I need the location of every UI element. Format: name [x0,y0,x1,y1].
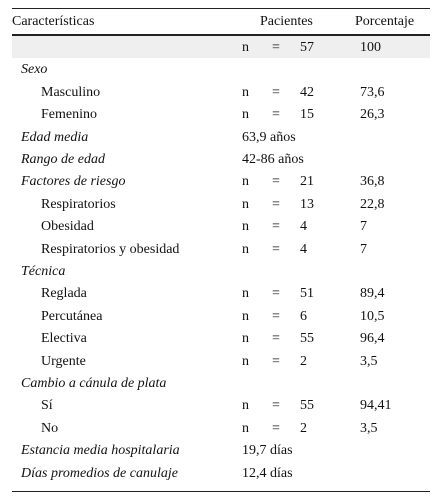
row-3-equals: = [272,107,280,123]
row-7-value: 13 [300,196,314,212]
row-11-label: Reglada [41,286,87,302]
row-4-text: 63,9 años [242,129,296,145]
row-11-percent: 89,4 [360,286,385,302]
row-9-equals: = [272,241,280,257]
row-13-value: 55 [300,331,314,347]
row-11-value: 51 [300,286,314,302]
row-14-label: Urgente [41,353,86,369]
row-17-equals: = [272,420,280,436]
row-14-percent: 3,5 [360,353,378,369]
header-patients: Pacientes [260,14,313,29]
row-5-text: 42-86 años [242,152,304,167]
row-1-label: Sexo [21,62,48,78]
row-19-label: Días promedios de canulaje [21,465,178,481]
row-7-label: Respiratorios [41,196,116,212]
row-14-value: 2 [300,353,307,369]
row-2-label: Masculino [41,84,101,100]
row-6-label: Factores de riesgo [21,174,126,190]
row-12-equals: = [272,308,280,324]
row-0-value: 57 [300,40,314,55]
row-6-equals: = [272,174,280,190]
row-2-equals: = [272,84,280,100]
row-9-percent: 7 [360,241,367,257]
row-0-equals: = [272,40,280,55]
header-percentage: Porcentaje [355,14,415,29]
row-19-text: 12,4 días [242,465,293,481]
row-12-percent: 10,5 [360,308,385,324]
row-6-percent: 36,8 [360,174,385,190]
row-14-equals: = [272,353,280,369]
row-3-n-symbol: n [242,107,249,123]
row-16-label: Sí [41,398,53,414]
row-12-label: Percutánea [41,308,103,324]
row-10-label: Técnica [21,264,66,279]
row-2-n-symbol: n [242,84,249,100]
row-7-equals: = [272,196,280,212]
top-rule [12,8,430,9]
row-0-percent: 100 [360,40,381,55]
header-characteristics: Características [12,14,95,29]
bottom-rule [12,491,430,492]
row-16-value: 55 [300,398,314,414]
row-9-value: 4 [300,241,307,257]
row-3-value: 15 [300,107,314,123]
row-17-value: 2 [300,420,307,436]
row-6-value: 21 [300,174,314,190]
row-11-n-symbol: n [242,286,249,302]
row-16-n-symbol: n [242,398,249,414]
row-15-label: Cambio a cánula de plata [21,376,167,391]
row-7-n-symbol: n [242,196,249,212]
row-9-n-symbol: n [242,241,249,257]
row-11-equals: = [272,286,280,302]
row-5-label: Rango de edad [21,152,105,167]
row-13-n-symbol: n [242,331,249,347]
row-13-label: Electiva [41,331,87,347]
row-4-label: Edad media [21,129,89,145]
row-13-equals: = [272,331,280,347]
row-8-percent: 7 [360,219,367,235]
row-2-value: 42 [300,84,314,100]
row-17-n-symbol: n [242,420,249,436]
row-18-text: 19,7 días [242,443,293,459]
row-9-label: Respiratorios y obesidad [41,241,180,257]
row-3-label: Femenino [41,107,97,123]
row-8-label: Obesidad [41,219,94,235]
row-13-percent: 96,4 [360,331,385,347]
row-12-value: 6 [300,308,307,324]
row-8-equals: = [272,219,280,235]
row-16-equals: = [272,398,280,414]
row-2-percent: 73,6 [360,84,385,100]
row-18-label: Estancia media hospitalaria [21,443,180,459]
row-3-percent: 26,3 [360,107,385,123]
row-8-value: 4 [300,219,307,235]
row-6-n-symbol: n [242,174,249,190]
row-16-percent: 94,41 [360,398,392,414]
row-12-n-symbol: n [242,308,249,324]
row-17-percent: 3,5 [360,420,378,436]
row-14-n-symbol: n [242,353,249,369]
row-8-n-symbol: n [242,219,249,235]
row-7-percent: 22,8 [360,196,385,212]
row-0-n-symbol: n [242,40,249,55]
row-17-label: No [41,420,59,436]
